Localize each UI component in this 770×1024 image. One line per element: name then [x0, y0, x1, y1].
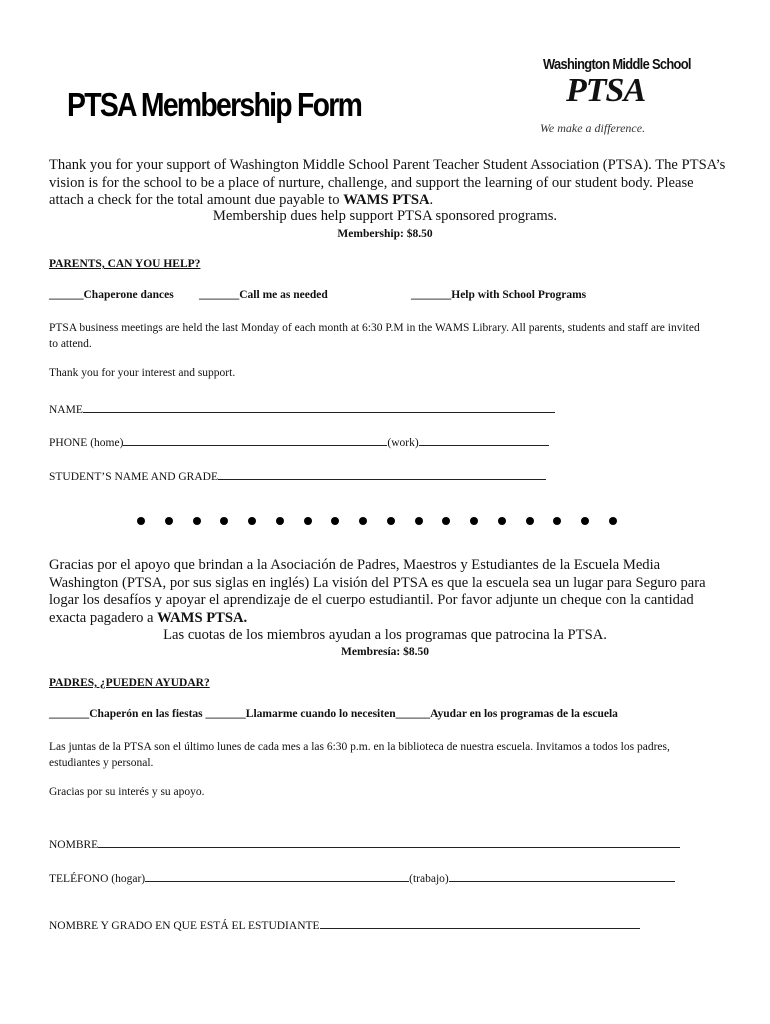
english-membership-fee: Membership: $8.50 — [337, 228, 433, 240]
separator-dot — [526, 517, 534, 525]
separator-dot — [359, 517, 367, 525]
separator-dot — [193, 517, 201, 525]
separator-dot — [248, 517, 256, 525]
english-thanks: Thank you for your interest and support. — [49, 367, 236, 379]
page-title: PTSA Membership Form — [67, 86, 362, 123]
english-payee: WAMS PTSA — [343, 192, 430, 208]
logo-school-name: Washington Middle School — [543, 56, 691, 73]
separator-dot — [387, 517, 395, 525]
separator-dot — [331, 517, 339, 525]
separator-dot — [442, 517, 450, 525]
nombre-field[interactable]: NOMBRE — [49, 835, 680, 851]
spanish-intro: Gracias por el apoyo que brindan a la Asociación de Padres, Maestros y Estudiantes de la Escuela Media Washington (PTSA, por sus siglas en inglés) La visión del PTSA es que la escuela sea un lugar para Seguro para logar los desafíos y apoyar el aprendizaje de el cuerpo estudiantil. Por favor adjunte un cheque con la cantidad exacta pagadero a WAMS PTSA. — [49, 557, 706, 626]
name-field[interactable]: NAME — [49, 400, 555, 416]
student-name-grade-field[interactable]: STUDENT’S NAME AND GRADE — [49, 467, 546, 483]
separator-dot — [276, 517, 284, 525]
logo-ptsa: PTSA — [566, 72, 646, 109]
separator-dot — [470, 517, 478, 525]
phone-field[interactable]: PHONE (home) (work) — [49, 433, 549, 449]
spanish-membership-fee: Membresía: $8.50 — [341, 646, 429, 658]
option-call-me[interactable]: _______Call me as needed — [199, 289, 328, 301]
option-chaperone[interactable]: ______Chaperone dances — [49, 289, 174, 301]
separator-dot — [137, 517, 145, 525]
separator-dot — [304, 517, 312, 525]
logo-tagline: We make a difference. — [540, 121, 646, 135]
telefono-field[interactable]: TELÉFONO (hogar) (trabajo) — [49, 869, 675, 885]
spanish-help-heading: PADRES, ¿PUEDEN AYUDAR? — [49, 677, 210, 689]
spanish-meetings: Las juntas de la PTSA son el último lunes de cada mes a las 6:30 p.m. en la biblioteca de nuestra escuela. Invitamos a todos los padres, estudiantes y personal. — [49, 741, 670, 769]
spanish-dues-line: Las cuotas de los miembros ayudan a los programas que patrocina la PTSA. — [163, 627, 607, 643]
english-help-heading: PARENTS, CAN YOU HELP? — [49, 258, 201, 270]
separator-dot — [220, 517, 228, 525]
nombre-grado-field[interactable]: NOMBRE Y GRADO EN QUE ESTÁ EL ESTUDIANTE — [49, 916, 640, 932]
english-meetings: PTSA business meetings are held the last Monday of each month at 6:30 P.M in the WAMS Library. All parents, students and staff are invited to attend. — [49, 322, 700, 350]
separator-dot — [415, 517, 423, 525]
separator-dot — [498, 517, 506, 525]
option-school-programs[interactable]: _______Help with School Programs — [411, 289, 587, 301]
spanish-payee: WAMS PTSA. — [157, 609, 248, 626]
english-intro: Thank you for your support of Washington Middle School Parent Teacher Student Association (PTSA). The PTSA’s vision is for the school to be a place of nurture, challenge, and support the learning of our student body. Please attach a check for the total amount due payable to WAMS PTSA. — [49, 157, 726, 208]
separator-dot — [581, 517, 589, 525]
separator-dot — [609, 517, 617, 525]
separator-dot — [165, 517, 173, 525]
english-dues-line: Membership dues help support PTSA sponsored programs. — [212, 208, 558, 224]
section-separator — [137, 517, 617, 525]
separator-dot — [553, 517, 561, 525]
spanish-thanks: Gracias por su interés y su apoyo. — [49, 786, 205, 798]
spanish-options[interactable]: _______Chaperón en las fiestas _______Llamarme cuando lo necesiten______Ayudar en los programas de la escuela — [49, 708, 618, 720]
